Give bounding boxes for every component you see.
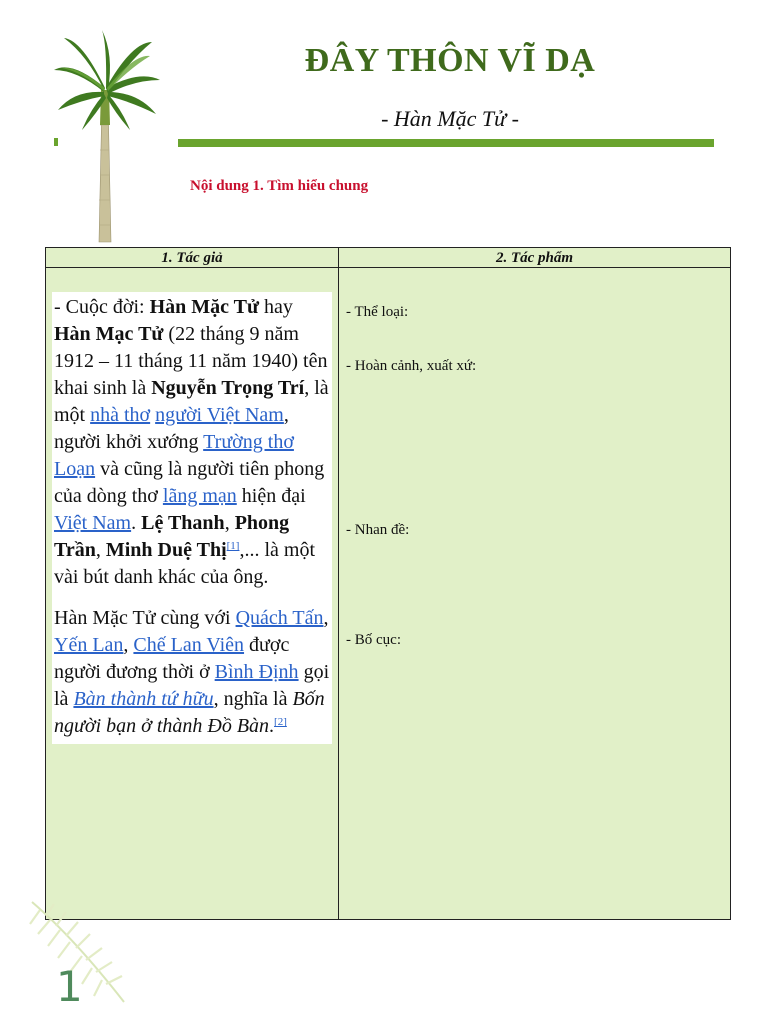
- bio-paragraph-1: [54, 294, 330, 591]
- bio-text: Phong Trần: [54, 512, 290, 561]
- content-table: [45, 247, 731, 920]
- author-bio: [52, 292, 332, 744]
- wiki-link[interactable]: Trường thơ Loạn: [54, 431, 294, 480]
- author-name: - Hàn Mặc Tử -: [381, 106, 519, 131]
- work-layout: - Bố cục:: [346, 632, 401, 648]
- wiki-link[interactable]: Quách Tấn: [235, 607, 324, 629]
- bio-text: .: [269, 715, 275, 737]
- wiki-link[interactable]: nhà thơ: [90, 404, 151, 426]
- page-title: ĐÂY THÔN VĨ DẠ: [304, 42, 596, 79]
- page-number: 1: [56, 962, 83, 1011]
- bio-text: (22 tháng 9 năm 1912 – 11 tháng 11 năm 1940) tên khai sinh là: [54, 323, 328, 399]
- bio-text: ,... là một vài bút danh khác của ông.: [54, 539, 316, 588]
- bio-text: ,: [95, 539, 106, 561]
- wiki-link[interactable]: Chế Lan Viên: [133, 634, 245, 656]
- work-title: - Nhan đề:: [346, 522, 410, 538]
- wiki-link[interactable]: Bình Định: [214, 661, 299, 683]
- bio-text: Minh Duệ Thị: [105, 539, 227, 561]
- citation-link[interactable]: [2]: [274, 716, 287, 728]
- bio-text: ,: [224, 512, 235, 534]
- title-divider: [178, 139, 714, 147]
- accent-mark: [54, 138, 58, 146]
- palm-tree-icon: [52, 30, 162, 245]
- bio-text: - Cuộc đời:: [54, 296, 150, 318]
- wiki-link[interactable]: lãng mạn: [162, 485, 237, 507]
- bio-text: và cũng là người tiên phong của dòng thơ: [54, 458, 325, 507]
- wiki-link[interactable]: người Việt Nam: [155, 404, 284, 426]
- bio-text: , là một: [54, 377, 329, 426]
- col-header-work: 2. Tác phẩm: [339, 248, 731, 268]
- citation-link[interactable]: [1]: [226, 540, 240, 552]
- col-header-author: 1. Tác giả: [46, 248, 339, 268]
- bio-text: Lệ Thanh: [141, 512, 225, 534]
- wiki-link[interactable]: Yến Lan: [54, 634, 124, 656]
- bio-text: , người khởi xướng: [54, 404, 289, 453]
- work-genre: - Thể loại:: [346, 304, 409, 320]
- bio-text: Nguyễn Trọng Trí: [151, 377, 305, 399]
- bio-paragraph-2: [54, 605, 330, 740]
- work-context: - Hoàn cảnh, xuất xứ:: [346, 358, 477, 374]
- wiki-link[interactable]: Việt Nam: [54, 512, 132, 534]
- bio-text: , nghĩa là: [213, 688, 293, 710]
- bio-text: Bốn người bạn ở thành Đồ Bàn: [54, 688, 325, 737]
- bio-text: gọi là: [54, 661, 330, 710]
- bio-text: ,: [123, 634, 134, 656]
- bio-text: .: [131, 512, 142, 534]
- section-heading: Nội dung 1. Tìm hiểu chung: [190, 178, 369, 194]
- bio-text: Hàn Mạc Tử: [54, 323, 164, 345]
- bio-text: ,: [323, 607, 329, 629]
- bio-text: được người đương thời ở: [54, 634, 290, 683]
- bio-text: Hàn Mặc Tử cùng với: [54, 607, 236, 629]
- bio-text: Hàn Mặc Tử: [149, 296, 259, 318]
- author-cell: [46, 268, 339, 920]
- bio-text: hay: [259, 296, 293, 318]
- wiki-link[interactable]: Bàn thành tứ hữu: [73, 688, 214, 710]
- bio-text: hiện đại: [236, 485, 306, 507]
